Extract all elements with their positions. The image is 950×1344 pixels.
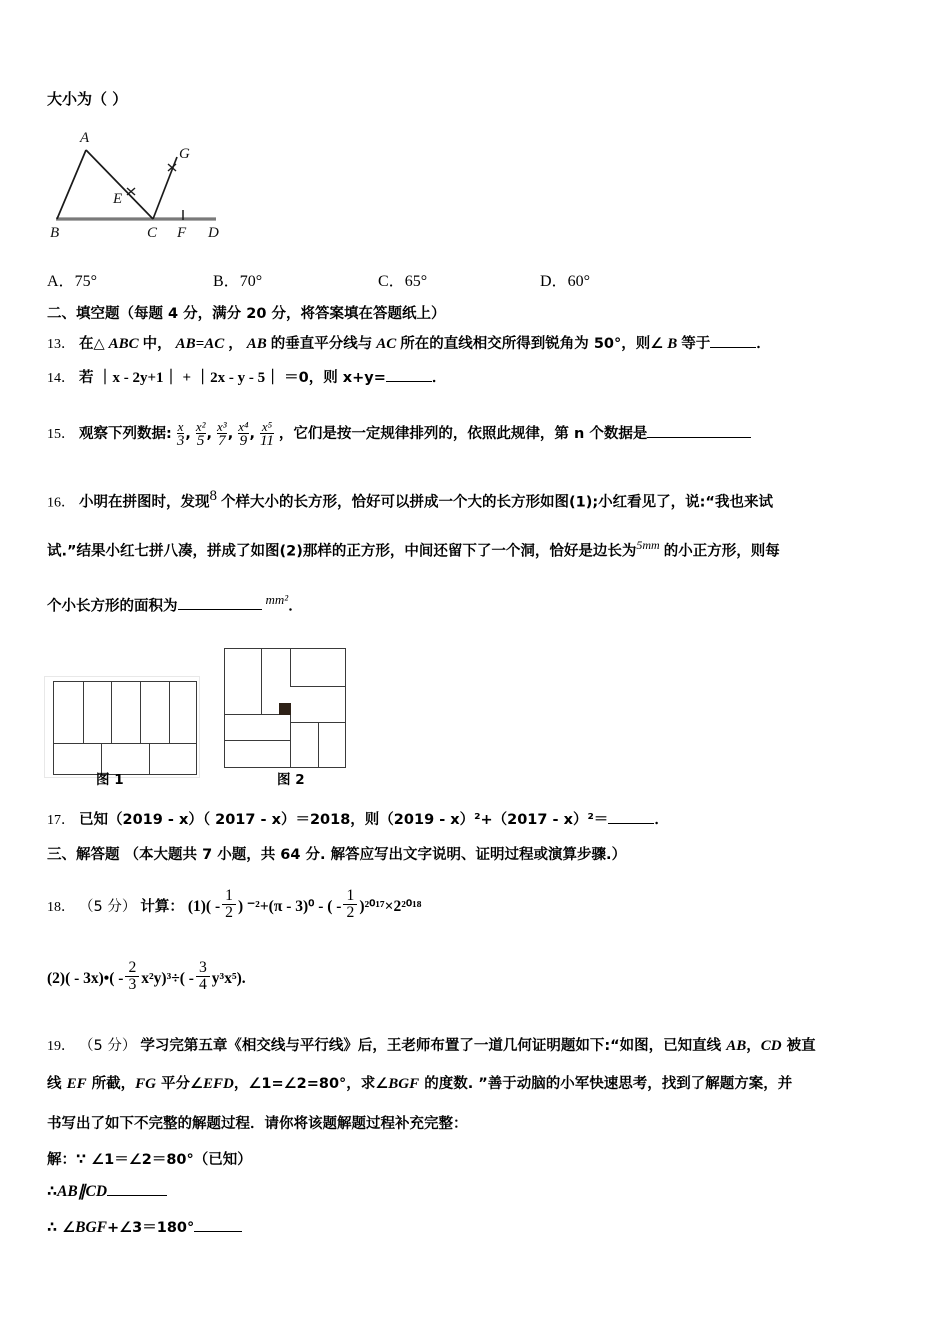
- q19-line1-c: 被直: [781, 1038, 816, 1054]
- option-c-label: C．: [378, 273, 405, 290]
- q14-period: ．: [431, 370, 447, 386]
- geometry-svg: [40, 120, 270, 240]
- q14-text-a: 若: [79, 370, 94, 386]
- option-b[interactable]: [213, 268, 262, 291]
- option-d-label: D．: [540, 273, 568, 290]
- q14-expr-1: ｜x - 2y+1｜: [97, 370, 179, 386]
- figure-2-center-hole: [279, 703, 291, 715]
- svg-text:G: G: [179, 146, 190, 162]
- q15-term-5-num: x⁵: [261, 419, 273, 434]
- q14-text-eq: ＝0，则 x+y=: [284, 370, 386, 386]
- q15-number: 15．: [47, 426, 75, 442]
- q13-text-3: ，: [228, 336, 243, 352]
- q13-text-5: 所在的直线相交所得到锐角为 50°，则∠: [400, 336, 664, 352]
- q18-label: 计算：: [140, 898, 184, 915]
- q19-number: 19．: [47, 1039, 75, 1054]
- question-stem-tail: 大小为（ ）: [47, 90, 128, 108]
- q18-p1-frac2-num: 1: [346, 887, 355, 904]
- figure-1-caption: 图 1: [96, 772, 124, 788]
- q19-ef: EF: [66, 1076, 87, 1092]
- q18-p2-fraction-1: [125, 960, 139, 994]
- q19-line2-a: 线: [47, 1076, 67, 1092]
- q15-comma-4: ,: [249, 425, 256, 442]
- option-a-value: 75°: [74, 273, 97, 290]
- q19-step-2-blank[interactable]: [107, 1195, 167, 1196]
- option-a-label: A．: [47, 273, 75, 290]
- q17-period: ．: [654, 812, 669, 828]
- q16-line2-b: 的小正方形，则每: [663, 543, 780, 560]
- q15-text-a: 观察下列数据:: [79, 425, 172, 442]
- q13-number: 13．: [47, 337, 75, 352]
- q15-term-4-num: x⁴: [238, 419, 249, 434]
- q16-answer-blank[interactable]: [178, 609, 262, 610]
- q19-step-2-therefore: ∴: [47, 1184, 58, 1200]
- q14-plus: +: [182, 370, 192, 386]
- figure-1: [44, 676, 200, 778]
- q17-text: 已知（2019 - x）（ 2017 - x）＝2018，则（2019 - x）²+（2017 - x）²＝: [79, 812, 609, 828]
- q16-line3-a: 个小长方形的面积为: [47, 598, 178, 615]
- q15-term-1-den: 3: [176, 433, 185, 449]
- question-16-line-3: [47, 592, 303, 615]
- question-15: [47, 420, 751, 450]
- q19-ab: AB: [726, 1038, 747, 1054]
- question-19-step-2: [47, 1182, 167, 1201]
- q19-step-3-c: +∠3＝180°: [107, 1220, 195, 1236]
- q18-p2-frac2-num: 3: [198, 959, 207, 976]
- q13-text-6: 等于: [681, 336, 711, 352]
- q18-p1-fraction-1: [222, 888, 236, 922]
- puzzle-figures: [40, 640, 370, 795]
- option-a[interactable]: [47, 268, 97, 291]
- q13-b: B: [667, 336, 678, 352]
- section-2-heading: 二、填空题（每题 4 分，满分 20 分，将答案填在答题纸上）: [47, 306, 446, 322]
- figure-1-vline-3: [140, 682, 141, 743]
- q15-term-4: [238, 420, 248, 450]
- question-13: [47, 332, 771, 353]
- q16-side-length: 5mm: [636, 538, 660, 552]
- question-14: [47, 366, 446, 387]
- option-c[interactable]: [378, 268, 427, 291]
- q19-line2-c: 平分∠: [155, 1076, 204, 1092]
- q13-text-4: 的垂直平分线与: [270, 336, 373, 352]
- q17-answer-blank[interactable]: [608, 823, 654, 824]
- figure-1-row-divider: [54, 743, 197, 744]
- q18-p2-tail: y³x⁵).: [211, 969, 246, 987]
- figure-2-vline-2: [290, 649, 291, 686]
- q14-answer-blank[interactable]: [386, 381, 432, 382]
- question-19-step-3: [47, 1216, 242, 1237]
- q18-p1-tail: )²⁰¹⁷×2²⁰¹⁸: [359, 897, 422, 915]
- q14-expr-2: ｜2x - y - 5｜: [195, 370, 281, 386]
- q18-score: （5 分）: [79, 898, 137, 915]
- q19-line1-b: ，: [746, 1038, 761, 1054]
- q16-line3-b: ．: [288, 598, 303, 615]
- q15-term-3-num: x³: [217, 419, 227, 434]
- q16-line1-a: 小明在拼图时，发现: [79, 494, 210, 511]
- q15-term-1-num: x: [177, 419, 184, 434]
- svg-text:C: C: [147, 225, 158, 240]
- q15-comma-2: ,: [206, 425, 213, 442]
- figure-2-vline-3: [290, 714, 291, 768]
- q15-term-2: [196, 420, 206, 450]
- q15-term-3-den: 7: [218, 433, 226, 449]
- q15-term-2-num: x²: [195, 419, 206, 434]
- q18-p2-prefix: (2)( - 3x)•( -: [47, 969, 124, 987]
- q15-comma-3: ,: [227, 425, 234, 442]
- svg-text:A: A: [80, 130, 90, 146]
- q15-text-b: ，它们是按一定规律排列的，依照此规律，第 n 个数据是: [278, 425, 648, 442]
- question-16-line-1: [47, 488, 773, 511]
- section-3-heading: 三、解答题 （本大题共 7 小题，共 64 分. 解答应写出文字说明、证明过程或演算步骤.）: [47, 847, 627, 863]
- option-d-value: 60°: [567, 273, 590, 290]
- figure-2-vline-4: [318, 722, 319, 768]
- q18-p2-frac1-num: 2: [128, 959, 137, 976]
- figure-2-hline-4: [225, 740, 290, 741]
- option-c-value: 65°: [404, 273, 428, 290]
- q15-term-3: [217, 420, 227, 450]
- q15-term-5-den: 11: [260, 433, 274, 449]
- figure-2: [224, 648, 348, 770]
- figure-2-vline-1: [261, 649, 262, 714]
- svg-text:D: D: [208, 225, 219, 240]
- q18-p2-frac2-den: 4: [196, 976, 210, 993]
- figure-1-outline: [53, 681, 197, 775]
- figure-1-vline-4: [169, 682, 170, 743]
- q16-line1-b: 个样大小的长方形，恰好可以拼成一个大的长方形如图(1);小红看见了，说:“我也来试: [221, 494, 773, 511]
- option-d[interactable]: [540, 268, 590, 291]
- q18-p1-fraction-2: [343, 888, 357, 922]
- q19-line1-a: 学习完第五章《相交线与平行线》后，王老师布置了一道几何证明题如下:“如图，已知直线: [140, 1038, 727, 1054]
- figure-2-hline-2: [290, 686, 345, 687]
- q19-step-1-text: 解：∵ ∠1＝∠2＝80°（已知）: [47, 1152, 252, 1168]
- q18-p1-mid: ) ⁻²+(π - 3)⁰ - ( -: [237, 897, 342, 915]
- q19-step-2-statement: AB∥CD: [57, 1183, 108, 1200]
- q18-p2-mid: x²y)³÷( -: [141, 969, 194, 987]
- q15-term-5: [260, 420, 274, 450]
- q16-line2-a: 试.”结果小红七拼八凑，拼成了如图(2)那样的正方形，中间还留下了一个洞，恰好是边长为: [47, 543, 637, 560]
- q19-efd: EFD: [203, 1076, 234, 1092]
- q15-comma-1: ,: [185, 425, 191, 442]
- q13-ac: AC: [376, 336, 397, 352]
- q19-line2-e: 的度数. ”善于动脑的小军快速思考，找到了解题方案，并: [419, 1076, 793, 1092]
- q15-answer-blank[interactable]: [647, 437, 751, 438]
- question-19-line-1: [47, 1034, 816, 1055]
- q19-cd: CD: [760, 1038, 782, 1054]
- q16-unit: mm²: [265, 592, 289, 607]
- q14-number: 14．: [47, 371, 75, 386]
- q13-answer-blank[interactable]: [710, 347, 756, 348]
- q13-text-1: 在△: [79, 336, 105, 352]
- figure-1-vline-6: [149, 743, 150, 775]
- q19-step-3-blank[interactable]: [194, 1231, 242, 1232]
- question-16-line-2: [47, 538, 780, 560]
- triangle-with-ray-figure: [40, 120, 270, 240]
- q19-line3: 书写出了如下不完整的解题过程．请你将该题解题过程补充完整：: [47, 1116, 468, 1132]
- q15-term-4-den: 9: [239, 433, 248, 449]
- q18-p2-fraction-2: [196, 960, 210, 994]
- figure-1-vline-1: [83, 682, 84, 743]
- q19-score: （5 分）: [79, 1038, 137, 1054]
- svg-text:B: B: [50, 225, 60, 240]
- q15-term-1: [177, 420, 185, 450]
- q18-p1-frac1-den: 2: [222, 904, 236, 921]
- q19-line2-b: 所截，: [86, 1076, 136, 1092]
- figure-2-caption: 图 2: [277, 772, 305, 788]
- q18-p1-prefix: (1)( -: [187, 897, 221, 915]
- q19-fg: FG: [135, 1076, 156, 1092]
- q18-p1-frac1-num: 1: [225, 887, 233, 904]
- option-b-label: B．: [213, 273, 240, 290]
- q13-period: ．: [756, 336, 771, 352]
- q18-number: 18．: [47, 899, 75, 915]
- q18-p1-frac2-den: 2: [343, 904, 357, 921]
- figure-1-vline-2: [111, 682, 112, 743]
- q18-p2-frac1-den: 3: [125, 976, 139, 993]
- q19-line2-d: ，∠1=∠2=80°，求∠: [233, 1076, 389, 1092]
- q13-ab-eq-ac: AB=AC: [175, 336, 225, 352]
- option-b-value: 70°: [239, 273, 263, 290]
- q13-abc: ABC: [108, 336, 139, 352]
- q16-number: 16．: [47, 495, 75, 511]
- question-19-line-3: [47, 1112, 468, 1133]
- q16-count: 8: [209, 488, 217, 504]
- svg-text:F: F: [177, 225, 187, 240]
- question-18-part-2: [47, 960, 246, 994]
- q13-ab: AB: [246, 336, 267, 352]
- question-19-step-1: [47, 1148, 252, 1169]
- q19-step-3-a: ∴ ∠: [47, 1220, 76, 1236]
- q19-step-3-bgf: BGF: [75, 1219, 108, 1236]
- question-18-part-1: [47, 888, 421, 922]
- question-17: [47, 808, 669, 829]
- q19-bgf: BGF: [388, 1076, 420, 1092]
- question-19-line-2: [47, 1072, 792, 1093]
- q17-number: 17．: [47, 813, 75, 828]
- q13-text-2: 中，: [142, 336, 172, 352]
- svg-text:E: E: [113, 191, 123, 207]
- q15-term-2-den: 5: [196, 433, 205, 449]
